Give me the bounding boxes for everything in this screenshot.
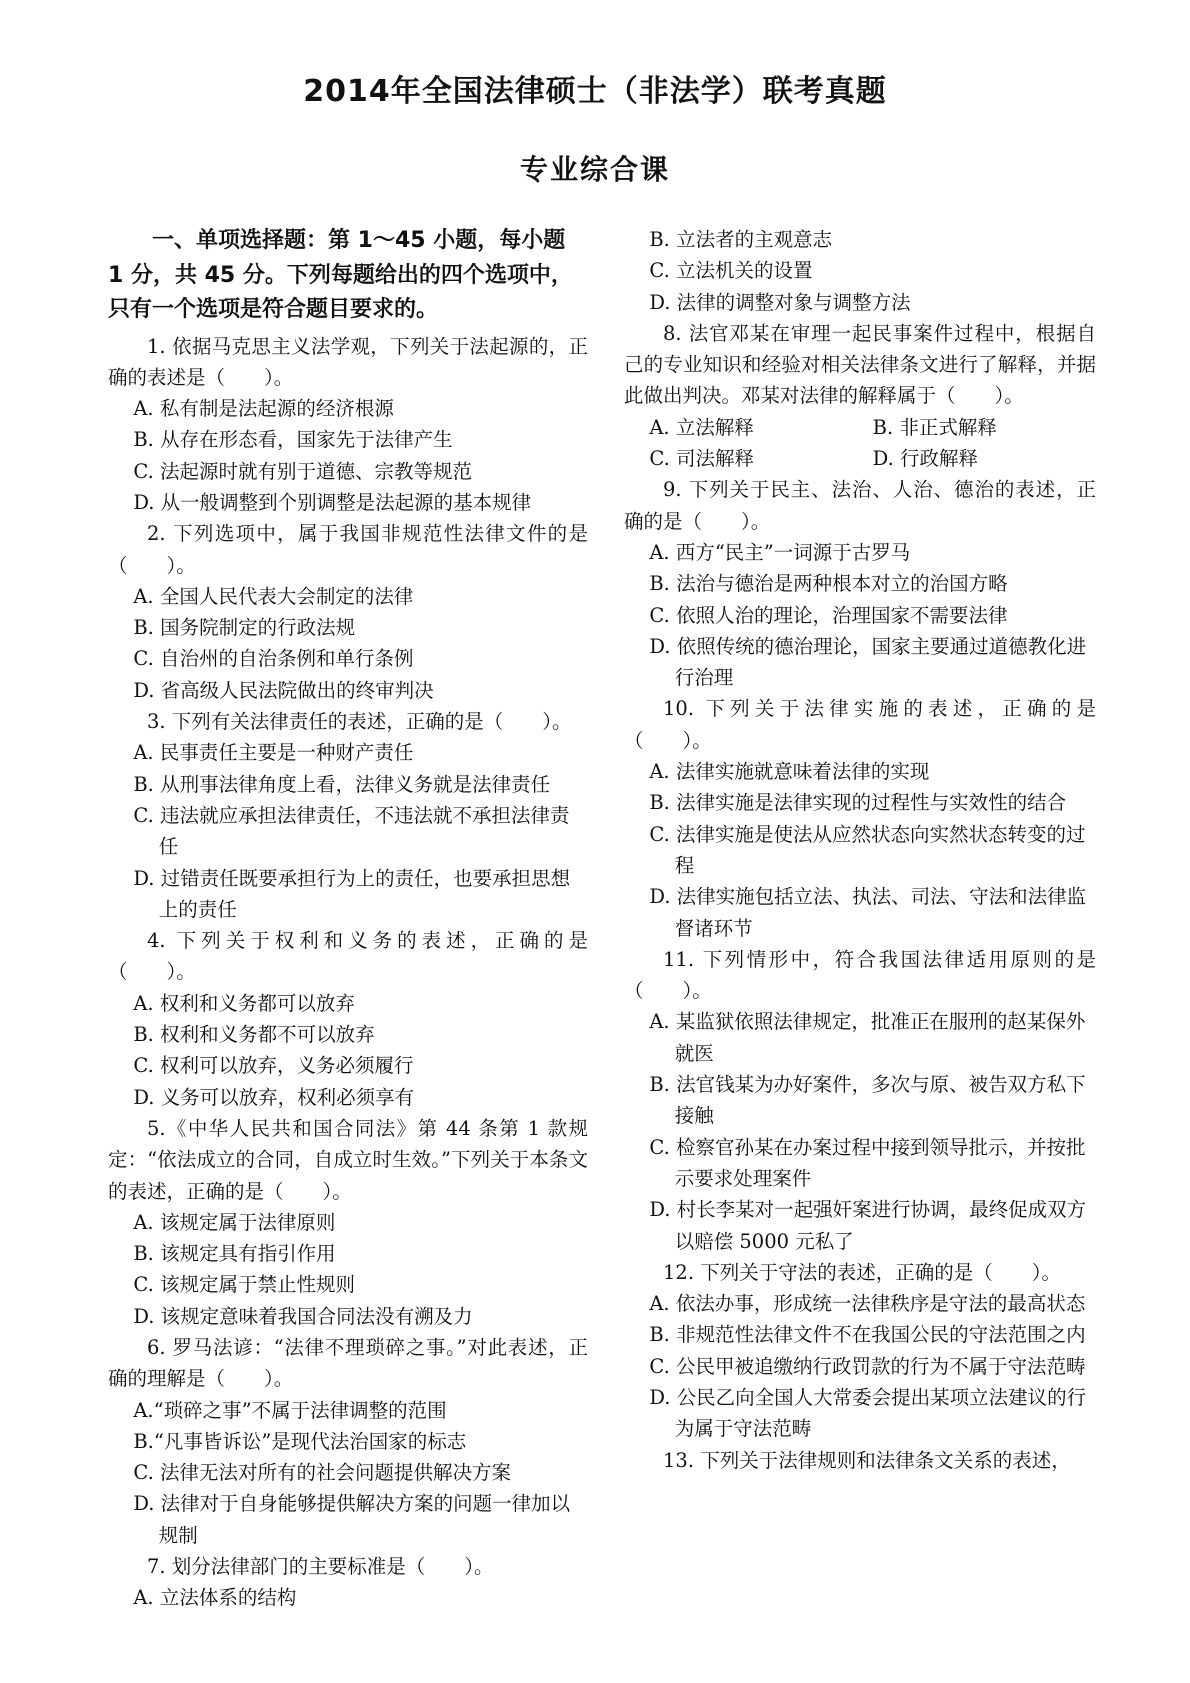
right-column [624, 224, 1096, 1476]
answer-option: A. 依法办事，形成统一法律秩序是守法的最高状态 [649, 1292, 1086, 1316]
answer-option: C. 该规定属于禁止性规则 [133, 1273, 355, 1297]
answer-option: A. 全国人民代表大会制定的法律 [133, 584, 414, 608]
answer-option: D. 法律的调整对象与调整方法 [649, 290, 911, 314]
question-stem: 13. 下列关于法律规则和法律条文关系的表述， [663, 1448, 1071, 1472]
answer-option: A. 该规定属于法律原则 [133, 1210, 336, 1234]
answer-option: B. 国务院制定的行政法规 [133, 616, 356, 640]
question-stem: 12. 下列关于守法的表述，正确的是（ ）。 [663, 1260, 1061, 1284]
question-stem: 10. 下列关于法律实施的表述，正确的是（ ）。 [624, 697, 1096, 752]
question-stem: 5.《中华人民共和国合同法》第 44 条第 1 款规定：“依法成立的合同，自成立时生效。”下列关于本条文的表述，正确的是（ ）。 [108, 1116, 588, 1203]
answer-option: A. 立法体系的结构 [133, 1586, 297, 1610]
answer-option: C. 依照人治的理论，治理国家不需要法律 [649, 603, 1008, 627]
question-stem: 6. 罗马法谚：“法律不理琐碎之事。”对此表述，正确的理解是（ ）。 [108, 1336, 588, 1391]
answer-option: D. 义务可以放弃，权利必须享有 [133, 1085, 415, 1109]
answer-option: D. 依照传统的德治理论，国家主要通过道德教化进行治理 [649, 634, 1087, 690]
answer-option: B. 非规范性法律文件不在我国公民的守法范围之内 [649, 1323, 1086, 1347]
answer-option: A.“琐碎之事”不属于法律调整的范围 [133, 1398, 447, 1422]
question-stem: 4. 下列关于权利和义务的表述，正确的是（ ）。 [108, 929, 588, 984]
answer-option: D. 法律实施包括立法、执法、司法、守法和法律监督诸环节 [649, 885, 1087, 940]
answer-option: C. 司法解释 [649, 447, 754, 471]
answer-option: B. 立法者的主观意志 [649, 228, 833, 251]
answer-option: B. 从刑事法律角度上看，法律义务就是法律责任 [133, 772, 551, 796]
answer-option: B. 法律实施是法律实现的过程性与实效性的结合 [649, 791, 1067, 815]
option-row [624, 443, 1096, 474]
answer-option: C. 法律实施是使法从应然状态向实然状态转变的过程 [649, 822, 1086, 877]
question-stem: 7. 划分法律部门的主要标准是（ ）。 [147, 1555, 494, 1579]
answer-option: B. 权利和义务都不可以放弃 [133, 1023, 375, 1047]
answer-option: C. 自治州的自治条例和单行条例 [133, 647, 414, 671]
answer-option: A. 私有制是法起源的经济根源 [133, 397, 394, 421]
answer-option: D. 公民乙向全国人大常委会提出某项立法建议的行为属于守法范畴 [649, 1385, 1087, 1441]
answer-option: C. 立法机关的设置 [649, 259, 813, 283]
answer-option: A. 某监狱依照法律规定，批准正在服刑的赵某保外就医 [649, 1010, 1086, 1065]
answer-option: B. 从存在形态看，国家先于法律产生 [133, 428, 453, 452]
answer-option: C. 法起源时就有别于道德、宗教等规范 [133, 459, 472, 483]
answer-option: C. 权利可以放弃，义务必须履行 [133, 1054, 414, 1078]
answer-option: D. 法律对于自身能够提供解决方案的问题一律加以规制 [133, 1492, 571, 1547]
answer-option: A. 立法解释 [649, 415, 754, 439]
left-column [108, 224, 588, 1614]
answer-option: D. 从一般调整到个别调整是法起源的基本规律 [133, 490, 532, 514]
answer-option: B. 非正式解释 [872, 415, 997, 439]
section-heading: 一、单项选择题：第 1～45 小题，每小题 1 分，共 45 分。下列每题给出的四个选项中，只有一个选项是符合题目要求的。 [108, 228, 573, 322]
question-stem: 9. 下列关于民主、法治、人治、德治的表述，正确的是（ ）。 [624, 478, 1096, 533]
page-title: 2014年全国法律硕士（非法学）联考真题 [303, 74, 887, 109]
option-row [624, 412, 1096, 443]
page-subtitle: 专业综合课 [519, 153, 670, 186]
answer-option: D. 村长李某对一起强奸案进行协调，最终促成双方以赔偿 5000 元私了 [649, 1198, 1087, 1253]
answer-option: A. 法律实施就意味着法律的实现 [649, 760, 930, 784]
answer-option: B.“凡事皆诉讼”是现代法治国家的标志 [133, 1429, 467, 1453]
question-stem: 8. 法官邓某在审理一起民事案件过程中，根据自己的专业知识和经验对相关法律条文进行了解释，并据此做出判决。邓某对法律的解释属于（ ）。 [624, 321, 1096, 408]
answer-option: C. 公民甲被追缴纳行政罚款的行为不属于守法范畴 [649, 1354, 1086, 1378]
question-stem: 2. 下列选项中，属于我国非规范性法律文件的是（ ）。 [108, 522, 588, 577]
answer-option: B. 法治与德治是两种根本对立的治国方略 [649, 572, 1008, 596]
answer-option: A. 权利和义务都可以放弃 [133, 991, 355, 1015]
question-stem: 3. 下列有关法律责任的表述，正确的是（ ）。 [147, 710, 572, 734]
answer-option: D. 省高级人民法院做出的终审判决 [133, 678, 434, 702]
answer-option: A. 西方“民主”一词源于古罗马 [649, 540, 911, 564]
answer-option: C. 检察官孙某在办案过程中接到领导批示，并按批示要求处理案件 [649, 1135, 1086, 1190]
question-stem: 11. 下列情形中，符合我国法律适用原则的是（ ）。 [624, 947, 1096, 1003]
question-stem: 1. 依据马克思主义法学观，下列关于法起源的，正确的表述是（ ）。 [108, 334, 588, 389]
answer-option: C. 法律无法对所有的社会问题提供解决方案 [133, 1461, 511, 1485]
answer-option: D. 过错责任既要承担行为上的责任，也要承担思想上的责任 [133, 866, 571, 921]
answer-option: B. 该规定具有指引作用 [133, 1242, 336, 1266]
answer-option: D. 该规定意味着我国合同法没有溯及力 [133, 1304, 473, 1328]
answer-option: A. 民事责任主要是一种财产责任 [133, 741, 414, 765]
answer-option: C. 违法就应承担法律责任，不违法就不承担法律责任 [133, 803, 570, 859]
answer-option: D. 行政解释 [872, 447, 979, 471]
answer-option: B. 法官钱某为办好案件，多次与原、被告双方私下接触 [649, 1073, 1086, 1128]
